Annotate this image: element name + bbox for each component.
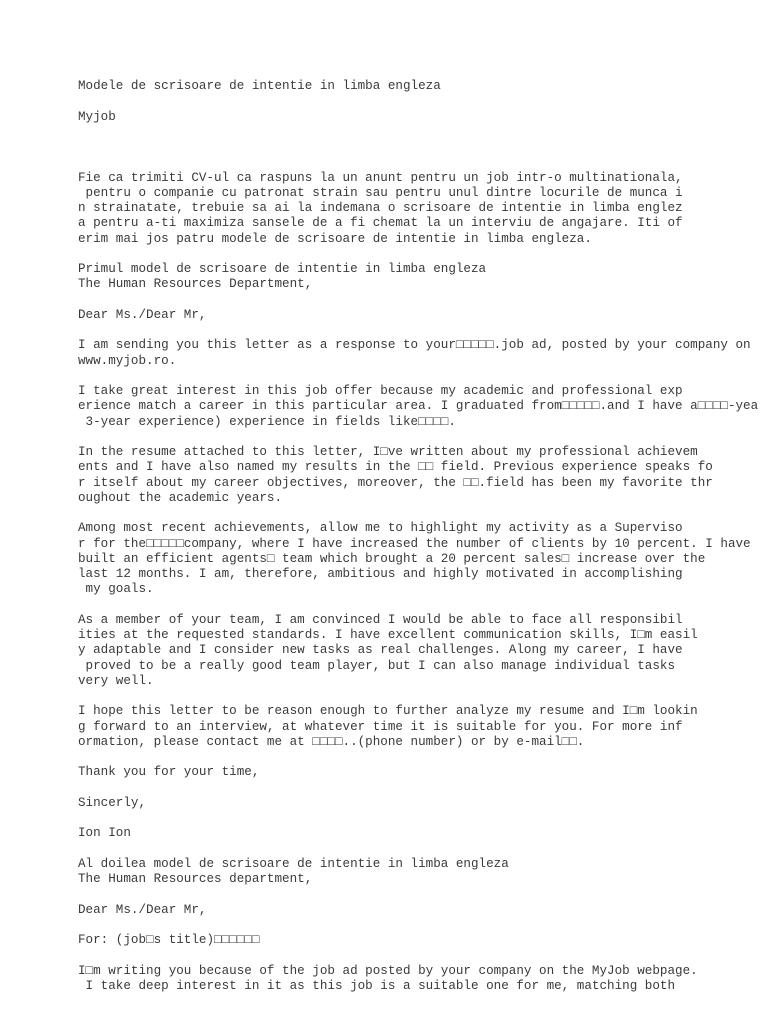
document-body-text: Modele de scrisoare de intentie in limba engleza Myjob Fie ca trimiti CV-ul ca raspuns la un anunt pentru un job intr-o multinationala, pentru o companie cu patronat strain sau pentru unul dintre locurile de munca i n strainatate, trebuie sa ai la indemana o scrisoare de intentie in limba englez a pentru a-ti maximiza sansele de a fi chemat la un interviu de angajare. Iti of erim mai jos patru modele de scrisoare de intentie in limba engleza. Primul model de scrisoare de intentie in limba engleza The Human Resources Department, Dear Ms./Dear Mr, I am sending you this letter as a response to your□□□□□.job ad, posted by your company on www.myjob.ro. I take great interest in this job offer because my academic and professional exp erience match a career in this particular area. I graduated from□□□□□.and I have a□□□□-yea 3-year experience) experience in fields like□□□□. In the resume attached to this letter, I□ve written about my professional achievem ents and I have also named my results in the □□ field. Previous experience speaks fo r itself about my career objectives, moreover, the □□.field has been my favorite thr oughout the academic years. Among most recent achievements, allow me to highlight my activity as a Superviso r for the□□□□□company, where I have increased the number of clients by 10 percent. I have built an efficient agents□ team which brought a 20 percent sales□ increase over the last 12 months. I am, therefore, ambitious and highly motivated in accomplishing my goals. As a member of your team, I am convinced I would be able to face all responsibil ities at the requested standards. I have excellent communication skills, I□m easil y adaptable and I consider new tasks as real challenges. Along my career, I have proved to be a really good team player, but I can also manage individual tasks very well. I hope this letter to be reason enough to further analyze my resume and I□m lookin g forward to an interview, at whatever time it is suitable for you. For more inf ormation, please contact me at □□□□..(phone number) or by e-mail□□. Thank you for your time, Sincerly, Ion Ion Al doilea model de scrisoare de intentie in limba engleza The Human Resources department, Dear Ms./Dear Mr, For: (job□s title)□□□□□□ I□m writing you because of the job ad posted by your company on the MyJob webpage. I take deep interest in it as this job is a suitable one for me, matching both: [78, 79, 759, 993]
